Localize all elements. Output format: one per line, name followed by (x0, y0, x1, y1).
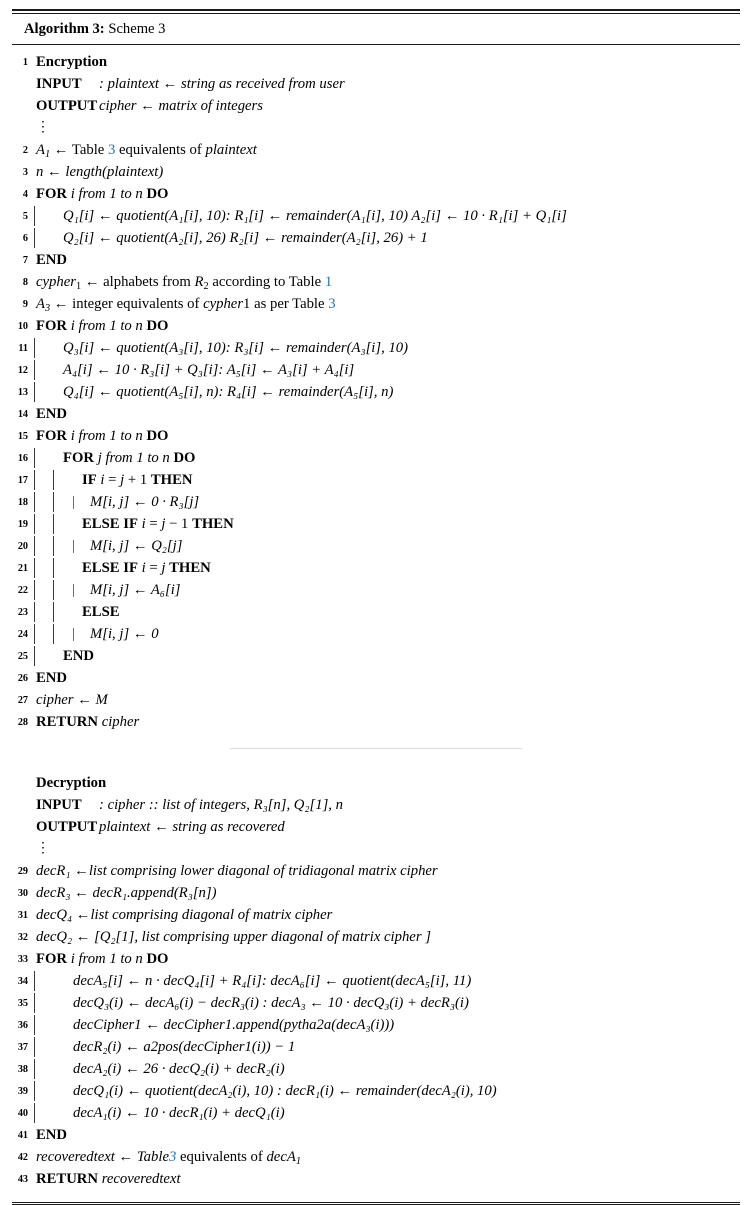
l29-text: decR₁ ←list comprising lower diagonal of tridiagonal matrix cipher (36, 862, 438, 879)
for-keyword: FOR (36, 185, 68, 202)
indent-guide (53, 602, 72, 623)
indent-pipe: | (72, 537, 75, 554)
line-number: 15 (17, 430, 28, 442)
l25-end: END (63, 647, 95, 664)
code-line (0, 971, 752, 993)
code-line (0, 338, 752, 360)
code-line: 17 IF i = j + 1 THEN (0, 470, 752, 492)
code-line (0, 448, 752, 470)
line-number: 12 (17, 364, 28, 376)
indent-guide (34, 1081, 53, 1102)
indent-guide (34, 228, 53, 249)
code-line (0, 1125, 752, 1147)
l9-var: A (36, 295, 45, 312)
l32-text: decQ₂ ← [Q₂[1], list comprising upper diagonal of matrix cipher ] (36, 928, 431, 945)
code-line (0, 861, 752, 883)
code-line (0, 602, 752, 624)
code-line: 19 ELSE IF i = j − 1 THEN (0, 514, 752, 536)
l21-i: i (141, 559, 146, 576)
l2-text: ← Table (50, 141, 108, 158)
code-line (0, 773, 752, 795)
l42-var: decA (266, 1148, 296, 1165)
indent-guide (34, 492, 53, 513)
vertical-dots: ⋮ (36, 840, 50, 856)
indent-guide (53, 470, 72, 491)
line-number: 37 (17, 1041, 28, 1053)
indent-guide (34, 206, 53, 227)
do-keyword: DO (146, 950, 169, 967)
code-line (0, 206, 752, 228)
output-value: plaintext ← string as recovered (99, 818, 285, 835)
l18-text: M[i, j] ← 0 · R₃[j] (90, 493, 200, 510)
line-number: 8 (22, 276, 28, 288)
l2-var: A (36, 141, 45, 158)
line-number: 2 (22, 144, 28, 156)
l2-plaintext: plaintext (205, 141, 257, 158)
l22-text: M[i, j] ← A₆[i] (90, 581, 181, 598)
l19-i: i (141, 515, 146, 532)
code-line (0, 1081, 752, 1103)
indent-guide (34, 338, 53, 359)
indent-guide (34, 624, 53, 645)
line-number: 13 (17, 386, 28, 398)
line-number: 24 (17, 628, 28, 640)
algorithm-block (0, 9, 752, 1205)
l37-text: decR₂(i) ← a2pos(decCipher1(i)) − 1 (73, 1038, 296, 1055)
line-number: 14 (17, 408, 28, 420)
l2-text2: equivalents of (115, 141, 206, 158)
l12-text: A₄[i] ← 10 · R₃[i] + Q₃[i]: A₅[i] ← A₃[i] + A₄[i] (63, 361, 355, 378)
encryption-heading: Encryption (36, 53, 107, 70)
indent-guide (53, 492, 72, 513)
l8-text2: according to Table (208, 273, 325, 290)
l33-cond: i from 1 to n (70, 950, 143, 967)
l10-cond: i from 1 to n (70, 317, 143, 334)
line-number: 39 (17, 1085, 28, 1097)
line-number: 42 (17, 1151, 28, 1163)
l2-subscript: 1 (44, 148, 51, 160)
code-line-input (0, 795, 752, 817)
line-number: 29 (17, 865, 28, 877)
indent-guide (34, 646, 53, 667)
table-reference-link[interactable]: 3 (107, 141, 116, 158)
vertical-dots: ⋮ (36, 119, 50, 135)
code-line (0, 1037, 752, 1059)
indent-guide (34, 971, 53, 992)
indent-guide (34, 580, 53, 601)
for-keyword: FOR (63, 449, 95, 466)
indent-pipe: | (72, 581, 75, 598)
line-number: 26 (17, 672, 28, 684)
indent-guide (53, 580, 72, 601)
l7-end: END (36, 251, 68, 268)
algorithm-number-label: Algorithm 3: (24, 20, 105, 37)
line-number: 41 (17, 1129, 28, 1141)
input-value: : plaintext ← string as received from user (99, 75, 345, 92)
code-line (0, 184, 752, 206)
l8-subscript: 1 (75, 280, 82, 292)
indent-guide (34, 993, 53, 1014)
code-line (0, 360, 752, 382)
top-rule-thick (12, 9, 740, 11)
do-keyword: DO (146, 185, 169, 202)
code-line (0, 690, 752, 712)
algorithm-caption (0, 14, 752, 44)
code-line (0, 1103, 752, 1125)
section-divider (230, 748, 522, 749)
line-number: 31 (17, 909, 28, 921)
l8-r: R (194, 273, 204, 290)
code-line (0, 949, 752, 971)
code-line (0, 883, 752, 905)
indent-guide (34, 1037, 53, 1058)
code-line-vdots (0, 839, 752, 861)
for-keyword: FOR (36, 317, 68, 334)
line-number (0, 74, 34, 96)
l16-cond: j from 1 to n (97, 449, 170, 466)
indent-guide (53, 624, 72, 645)
line-number: 20 (17, 540, 28, 552)
l27-text: cipher ← M (36, 691, 108, 708)
then-keyword: THEN (169, 559, 211, 576)
code-line-output (0, 817, 752, 839)
l30-text: decR₃ ← decR₁.append(R₃[n]) (36, 884, 217, 901)
line-number: 43 (17, 1173, 28, 1185)
l39-text: decQ₁(i) ← quotient(decA₂(i), 10) : decR₁(i) ← remainder(decA₂(i), 10) (73, 1082, 497, 1099)
table-reference-link[interactable]: 3 (328, 295, 336, 312)
l9-text: ← integer equivalents of (50, 295, 204, 312)
l5-text: Q₁[i] ← quotient(A₁[i], 10): R₁[i] ← remainder(A₁[i], 10) A₂[i] ← 10 · R₁[i] + Q₁[i] (63, 207, 567, 224)
line-number: 32 (17, 931, 28, 943)
input-label: INPUT (36, 75, 82, 92)
line-number: 18 (17, 496, 28, 508)
code-line (0, 52, 752, 74)
line-number: 7 (22, 254, 28, 266)
indent-guide (34, 514, 53, 535)
l40-text: decA₁(i) ← 10 · decR₁(i) + decQ₁(i) (73, 1104, 285, 1121)
l4-cond: i from 1 to n (70, 185, 143, 202)
indent-guide (53, 536, 72, 557)
l26-end: END (36, 669, 68, 686)
indent-guide (53, 558, 72, 579)
bottom-rule-thick (12, 1202, 740, 1203)
input-label: INPUT (36, 796, 82, 813)
line-number (0, 817, 34, 839)
l8-var: cypher (36, 273, 76, 290)
l42-text: recoveredtext ← Table (36, 1148, 169, 1165)
code-line (0, 382, 752, 404)
indent-guide (34, 1103, 53, 1124)
elseif-keyword: ELSE IF (82, 559, 138, 576)
line-number: 3 (22, 166, 28, 178)
indent-pipe: | (72, 493, 75, 510)
code-line (0, 1169, 752, 1191)
indent-guide (53, 514, 72, 535)
line-number: 9 (22, 298, 28, 310)
line-number (0, 839, 34, 861)
l42-subscript: 1 (295, 1155, 301, 1167)
line-number: 33 (17, 953, 28, 965)
code-line (0, 1015, 752, 1037)
code-line (0, 927, 752, 949)
elseif-keyword: ELSE IF (82, 515, 138, 532)
indent-guide (34, 382, 53, 403)
l13-text: Q₄[i] ← quotient(A₅[i], n): R₄[i] ← remainder(A₅[i], n) (63, 383, 394, 400)
line-number: 35 (17, 997, 28, 1009)
indent-guide (34, 470, 53, 491)
code-line (0, 426, 752, 448)
l14-end: END (36, 405, 68, 422)
code-line (0, 250, 752, 272)
indent-guide (34, 536, 53, 557)
indent-pipe: | (72, 625, 75, 642)
l15-cond: i from 1 to n (70, 427, 143, 444)
line-number: 38 (17, 1063, 28, 1075)
code-line (0, 1147, 752, 1169)
code-line (0, 228, 752, 250)
algorithm-body (0, 45, 752, 1197)
output-value: cipher ← matrix of integers (99, 97, 263, 114)
table-reference-link[interactable]: 3 (168, 1148, 177, 1165)
line-number: 27 (17, 694, 28, 706)
line-number: 19 (17, 518, 28, 530)
line-number: 5 (22, 210, 28, 222)
then-keyword: THEN (192, 515, 234, 532)
line-number: 30 (17, 887, 28, 899)
code-line (0, 993, 752, 1015)
do-keyword: DO (173, 449, 196, 466)
l36-text: decCipher1 ← decCipher1.append(pytha2a(decA₃(i))) (73, 1016, 395, 1033)
code-line (0, 624, 752, 646)
line-number: 10 (17, 320, 28, 332)
code-line (0, 404, 752, 426)
line-number: 34 (17, 975, 28, 987)
l34-text: decA₅[i] ← n · decQ₄[i] + R₄[i]: decA₆[i] ← quotient(decA₅[i], 11) (73, 972, 472, 989)
code-line (0, 294, 752, 316)
code-line: 21 ELSE IF i = j THEN (0, 558, 752, 580)
l19-j: j (161, 515, 166, 532)
section-divider-wrapper (0, 734, 752, 764)
return-keyword: RETURN (36, 1170, 99, 1187)
indent-guide (34, 360, 53, 381)
code-line (0, 646, 752, 668)
code-line-vdots (0, 118, 752, 140)
code-line (0, 492, 752, 514)
line-number: 23 (17, 606, 28, 618)
line-number: 17 (17, 474, 28, 486)
l31-text: decQ₄ ←list comprising diagonal of matrix cipher (36, 906, 333, 923)
code-line (0, 272, 752, 294)
l9-text2: 1 as per Table (243, 295, 329, 312)
l9-subscript: 3 (44, 302, 51, 314)
line-number: 21 (17, 562, 28, 574)
line-number: 6 (22, 232, 28, 244)
for-keyword: FOR (36, 427, 68, 444)
l24-text: M[i, j] ← 0 (90, 625, 159, 642)
line-number: 22 (17, 584, 28, 596)
line-number: 1 (22, 56, 28, 68)
code-line-output (0, 96, 752, 118)
l38-text: decA₂(i) ← 26 · decQ₂(i) + decR₂(i) (73, 1060, 285, 1077)
l35-text: decQ₃(i) ← decA₆(i) − decR₃(i) : decA₃ ← 10 · decQ₃(i) + decR₃(i) (73, 994, 469, 1011)
indent-guide (34, 448, 53, 469)
line-number (0, 96, 34, 118)
l8-text: ← alphabets from (81, 273, 195, 290)
line-number: 36 (17, 1019, 28, 1031)
code-line (0, 536, 752, 558)
l41-end: END (36, 1126, 68, 1143)
return-keyword: RETURN (36, 713, 99, 730)
indent-guide (34, 1059, 53, 1080)
l6-text: Q₂[i] ← quotient(A₂[i], 26) R₂[i] ← remainder(A₂[i], 26) + 1 (63, 229, 428, 246)
output-label: OUTPUT (36, 818, 98, 835)
l42-text2: equivalents of (176, 1148, 267, 1165)
output-label: OUTPUT (36, 97, 98, 114)
algorithm-title: Scheme 3 (108, 20, 166, 37)
line-number: 11 (18, 342, 28, 354)
l20-text: M[i, j] ← Q₂[j] (90, 537, 183, 554)
line-number: 25 (17, 650, 28, 662)
l17-cond: i (100, 471, 105, 488)
indent-guide (34, 1015, 53, 1036)
l11-text: Q₃[i] ← quotient(A₃[i], 10): R₃[i] ← remainder(A₃[i], 10) (63, 339, 409, 356)
for-keyword: FOR (36, 950, 68, 967)
code-line (0, 580, 752, 602)
do-keyword: DO (146, 427, 169, 444)
decryption-heading: Decryption (36, 774, 107, 791)
input-value: : cipher :: list of integers, R₃[n], Q₂[1], n (99, 796, 343, 813)
code-line (0, 905, 752, 927)
line-number: 16 (17, 452, 28, 464)
code-line (0, 316, 752, 338)
line-number: 4 (22, 188, 28, 200)
line-number: 40 (17, 1107, 28, 1119)
code-line (0, 668, 752, 690)
l43-value: recoveredtext (101, 1170, 181, 1187)
l17-j: j (120, 471, 125, 488)
indent-guide (34, 602, 53, 623)
l23-else: ELSE (82, 603, 120, 620)
line-number (0, 118, 34, 140)
code-line (0, 162, 752, 184)
do-keyword: DO (146, 317, 169, 334)
line-number (0, 795, 34, 817)
table-reference-link[interactable]: 1 (324, 273, 333, 290)
l9-cypher: cypher (203, 295, 244, 312)
l28-value: cipher (101, 713, 140, 730)
code-line-input (0, 74, 752, 96)
l3-text: n ← length(plaintext) (36, 163, 164, 180)
indent-guide (34, 558, 53, 579)
code-line (0, 140, 752, 162)
line-number (0, 773, 34, 795)
line-number: 28 (17, 716, 28, 728)
l21-j: j (161, 559, 166, 576)
code-line (0, 712, 752, 734)
if-keyword: IF (82, 471, 97, 488)
then-keyword: THEN (150, 471, 193, 488)
code-line (0, 1059, 752, 1081)
l8-rsub: 2 (203, 280, 209, 292)
